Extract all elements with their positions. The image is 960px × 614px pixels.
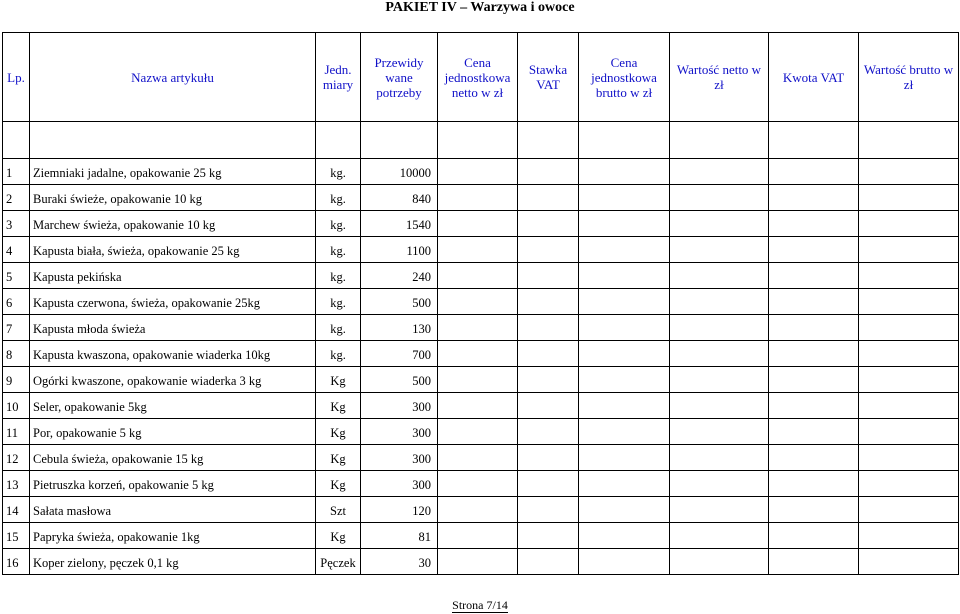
col-header-vat-amount: Kwota VAT [769, 33, 859, 122]
cell-unit-of-measure: kg. [316, 185, 361, 211]
cell-value-net[interactable] [670, 211, 769, 237]
cell-value-gross[interactable] [859, 263, 959, 289]
cell-vat-rate[interactable] [518, 341, 579, 367]
cell-article-name: Ogórki kwaszone, opakowanie wiaderka 3 kg [30, 367, 316, 393]
header-row [3, 33, 959, 122]
cell-row-number: 12 [3, 445, 30, 471]
cell-row-number: 6 [3, 289, 30, 315]
cell-vat-rate[interactable] [518, 523, 579, 549]
cell-unit-net-price[interactable] [438, 419, 518, 445]
col-header-unit-net: Cena jednostkowa netto w zł [438, 33, 518, 122]
cell-value-net[interactable] [670, 445, 769, 471]
cell-quantity: 300 [361, 445, 438, 471]
cell-unit-net-price[interactable] [438, 393, 518, 419]
table-row [3, 523, 959, 549]
cell-vat-amount[interactable] [769, 185, 859, 211]
cell-value-gross[interactable] [859, 523, 959, 549]
cell-unit-of-measure: kg. [316, 315, 361, 341]
cell-unit-gross-price[interactable] [579, 419, 670, 445]
cell-row-number: 9 [3, 367, 30, 393]
cell-quantity: 300 [361, 471, 438, 497]
cell-vat-amount[interactable] [769, 263, 859, 289]
cell-quantity: 1540 [361, 211, 438, 237]
cell-article-name: Kapusta pekińska [30, 263, 316, 289]
col-header-value-gross: Wartość brutto w zł [859, 33, 959, 122]
cell-quantity: 840 [361, 185, 438, 211]
cell-article-name: Kapusta biała, świeża, opakowanie 25 kg [30, 237, 316, 263]
cell-unit-net-price[interactable] [438, 341, 518, 367]
cell-vat-rate[interactable] [518, 263, 579, 289]
cell-row-number: 2 [3, 185, 30, 211]
cell-row-number: 5 [3, 263, 30, 289]
cell-value-net[interactable] [670, 315, 769, 341]
cell-unit-gross-price[interactable] [579, 497, 670, 523]
cell-vat-rate[interactable] [518, 185, 579, 211]
cell-unit-gross-price[interactable] [579, 445, 670, 471]
cell-value-net[interactable] [670, 289, 769, 315]
cell-quantity: 240 [361, 263, 438, 289]
cell-unit-of-measure: kg. [316, 211, 361, 237]
cell-value-net[interactable] [670, 237, 769, 263]
cell-quantity: 300 [361, 393, 438, 419]
table-row [3, 315, 959, 341]
cell-value-gross[interactable] [859, 315, 959, 341]
cell-vat-amount[interactable] [769, 237, 859, 263]
cell-row-number: 16 [3, 549, 30, 575]
cell-value-gross[interactable] [859, 471, 959, 497]
cell-vat-rate[interactable] [518, 237, 579, 263]
cell-unit-gross-price[interactable] [579, 549, 670, 575]
cell-value-net[interactable] [670, 393, 769, 419]
cell-vat-rate[interactable] [518, 497, 579, 523]
cell-unit-of-measure: Kg [316, 471, 361, 497]
cell-vat-amount[interactable] [769, 159, 859, 185]
cell-row-number: 15 [3, 523, 30, 549]
table-row [3, 289, 959, 315]
table-row [3, 419, 959, 445]
cell-vat-rate[interactable] [518, 549, 579, 575]
cell-vat-amount[interactable] [769, 549, 859, 575]
cell-value-gross[interactable] [859, 419, 959, 445]
col-header-unit-gross: Cena jednostkowa brutto w zł [579, 33, 670, 122]
cell-unit-of-measure: Kg [316, 419, 361, 445]
cell-article-name: Sałata masłowa [30, 497, 316, 523]
spacer-row [3, 122, 959, 159]
cell-row-number: 1 [3, 159, 30, 185]
cell-vat-amount[interactable] [769, 445, 859, 471]
cell-unit-of-measure: Kg [316, 367, 361, 393]
cell-unit-net-price[interactable] [438, 289, 518, 315]
cell-vat-rate[interactable] [518, 289, 579, 315]
cell-unit-gross-price[interactable] [579, 237, 670, 263]
cell-value-net[interactable] [670, 523, 769, 549]
cell-vat-amount[interactable] [769, 341, 859, 367]
cell-value-net[interactable] [670, 471, 769, 497]
cell-value-gross[interactable] [859, 159, 959, 185]
cell-unit-net-price[interactable] [438, 263, 518, 289]
cell-value-net[interactable] [670, 263, 769, 289]
cell-row-number: 10 [3, 393, 30, 419]
cell-vat-amount[interactable] [769, 497, 859, 523]
cell-quantity: 30 [361, 549, 438, 575]
cell-article-name: Cebula świeża, opakowanie 15 kg [30, 445, 316, 471]
cell-value-gross[interactable] [859, 185, 959, 211]
cell-article-name: Por, opakowanie 5 kg [30, 419, 316, 445]
cell-unit-gross-price[interactable] [579, 341, 670, 367]
cell-vat-amount[interactable] [769, 419, 859, 445]
table-row [3, 211, 959, 237]
cell-unit-net-price[interactable] [438, 523, 518, 549]
cell-value-gross[interactable] [859, 497, 959, 523]
cell-quantity: 500 [361, 289, 438, 315]
table-row [3, 497, 959, 523]
page-number: Strona 7/14 [452, 598, 508, 612]
cell-unit-net-price[interactable] [438, 367, 518, 393]
cell-row-number: 4 [3, 237, 30, 263]
cell-unit-net-price[interactable] [438, 315, 518, 341]
cell-unit-of-measure: Szt [316, 497, 361, 523]
table-row [3, 185, 959, 211]
cell-quantity: 300 [361, 419, 438, 445]
cell-value-gross[interactable] [859, 549, 959, 575]
cell-article-name: Kapusta młoda świeża [30, 315, 316, 341]
table-row [3, 237, 959, 263]
table-row [3, 367, 959, 393]
cell-quantity: 120 [361, 497, 438, 523]
cell-vat-rate[interactable] [518, 471, 579, 497]
cell-row-number: 7 [3, 315, 30, 341]
cell-value-net[interactable] [670, 341, 769, 367]
cell-article-name: Marchew świeża, opakowanie 10 kg [30, 211, 316, 237]
page-footer [0, 598, 960, 612]
cell-unit-gross-price[interactable] [579, 211, 670, 237]
cell-article-name: Ziemniaki jadalne, opakowanie 25 kg [30, 159, 316, 185]
cell-unit-net-price[interactable] [438, 497, 518, 523]
cell-article-name: Seler, opakowanie 5kg [30, 393, 316, 419]
table-row [3, 263, 959, 289]
cell-article-name: Koper zielony, pęczek 0,1 kg [30, 549, 316, 575]
cell-unit-gross-price[interactable] [579, 471, 670, 497]
cell-value-net[interactable] [670, 185, 769, 211]
col-header-name: Nazwa artykułu [30, 33, 316, 122]
cell-value-gross[interactable] [859, 341, 959, 367]
cell-value-net[interactable] [670, 159, 769, 185]
cell-article-name: Buraki świeże, opakowanie 10 kg [30, 185, 316, 211]
cell-unit-of-measure: Kg [316, 523, 361, 549]
cell-unit-gross-price[interactable] [579, 159, 670, 185]
cell-unit-gross-price[interactable] [579, 367, 670, 393]
cell-quantity: 81 [361, 523, 438, 549]
cell-unit-net-price[interactable] [438, 185, 518, 211]
col-header-vat-rate: Stawka VAT [518, 33, 579, 122]
cell-unit-of-measure: kg. [316, 289, 361, 315]
cell-unit-of-measure: kg. [316, 341, 361, 367]
table-row [3, 471, 959, 497]
cell-value-net[interactable] [670, 419, 769, 445]
cell-quantity: 1100 [361, 237, 438, 263]
cell-quantity: 130 [361, 315, 438, 341]
cell-vat-amount[interactable] [769, 315, 859, 341]
cell-value-gross[interactable] [859, 367, 959, 393]
col-header-lp: Lp. [3, 33, 30, 122]
cell-unit-of-measure: kg. [316, 159, 361, 185]
table-row [3, 159, 959, 185]
cell-unit-gross-price[interactable] [579, 185, 670, 211]
cell-vat-amount[interactable] [769, 289, 859, 315]
cell-unit-net-price[interactable] [438, 445, 518, 471]
cell-unit-of-measure: Kg [316, 393, 361, 419]
cell-row-number: 11 [3, 419, 30, 445]
cell-vat-rate[interactable] [518, 367, 579, 393]
cell-unit-gross-price[interactable] [579, 289, 670, 315]
cell-quantity: 500 [361, 367, 438, 393]
cell-vat-amount[interactable] [769, 211, 859, 237]
cell-vat-rate[interactable] [518, 159, 579, 185]
cell-unit-of-measure: Pęczek [316, 549, 361, 575]
cell-unit-gross-price[interactable] [579, 315, 670, 341]
cell-vat-rate[interactable] [518, 315, 579, 341]
cell-article-name: Pietruszka korzeń, opakowanie 5 kg [30, 471, 316, 497]
cell-unit-gross-price[interactable] [579, 523, 670, 549]
cell-quantity: 10000 [361, 159, 438, 185]
price-table [2, 32, 959, 575]
page-title: PAKIET IV – Warzywa i owoce [385, 0, 575, 15]
cell-unit-net-price[interactable] [438, 237, 518, 263]
cell-value-gross[interactable] [859, 211, 959, 237]
cell-vat-rate[interactable] [518, 445, 579, 471]
cell-row-number: 14 [3, 497, 30, 523]
cell-vat-rate[interactable] [518, 419, 579, 445]
cell-unit-net-price[interactable] [438, 159, 518, 185]
cell-value-net[interactable] [670, 549, 769, 575]
cell-row-number: 3 [3, 211, 30, 237]
cell-value-gross[interactable] [859, 393, 959, 419]
cell-vat-amount[interactable] [769, 393, 859, 419]
cell-value-gross[interactable] [859, 289, 959, 315]
cell-vat-amount[interactable] [769, 471, 859, 497]
table-row [3, 341, 959, 367]
table-row [3, 549, 959, 575]
col-header-qty: Przewidy wane potrzeby [361, 33, 438, 122]
cell-article-name: Papryka świeża, opakowanie 1kg [30, 523, 316, 549]
cell-article-name: Kapusta kwaszona, opakowanie wiaderka 10kg [30, 341, 316, 367]
cell-vat-rate[interactable] [518, 393, 579, 419]
cell-article-name: Kapusta czerwona, świeża, opakowanie 25kg [30, 289, 316, 315]
cell-row-number: 8 [3, 341, 30, 367]
cell-unit-gross-price[interactable] [579, 263, 670, 289]
cell-vat-amount[interactable] [769, 367, 859, 393]
cell-unit-of-measure: Kg [316, 445, 361, 471]
table-row [3, 445, 959, 471]
cell-unit-net-price[interactable] [438, 549, 518, 575]
cell-row-number: 13 [3, 471, 30, 497]
cell-value-gross[interactable] [859, 445, 959, 471]
cell-quantity: 700 [361, 341, 438, 367]
cell-value-gross[interactable] [859, 237, 959, 263]
cell-unit-net-price[interactable] [438, 471, 518, 497]
cell-unit-gross-price[interactable] [579, 393, 670, 419]
cell-unit-of-measure: kg. [316, 237, 361, 263]
cell-unit-of-measure: kg. [316, 263, 361, 289]
col-header-value-net: Wartość netto w zł [670, 33, 769, 122]
cell-value-net[interactable] [670, 497, 769, 523]
cell-vat-rate[interactable] [518, 211, 579, 237]
cell-vat-amount[interactable] [769, 523, 859, 549]
cell-value-net[interactable] [670, 367, 769, 393]
col-header-unit: Jedn. miary [316, 33, 361, 122]
table-row [3, 393, 959, 419]
cell-unit-net-price[interactable] [438, 211, 518, 237]
